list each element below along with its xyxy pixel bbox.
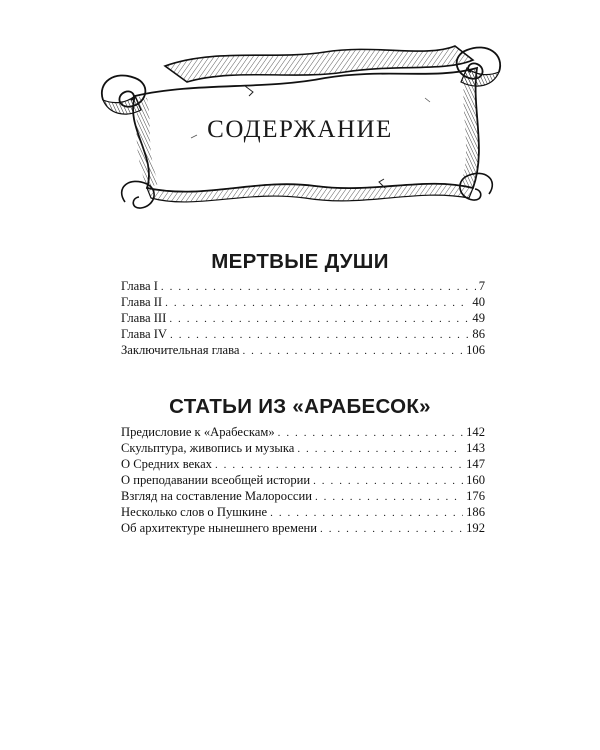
toc-entry-title: Взгляд на составление Малороссии xyxy=(121,489,312,503)
scroll-banner xyxy=(95,38,505,213)
toc-entry-page: 143 xyxy=(466,441,485,455)
section-heading-arabesques: СТАТЬИ ИЗ «АРАБЕСОК» xyxy=(169,395,431,418)
toc-entry-title: Скульптура, живопись и музыка xyxy=(121,441,295,455)
toc-entry-page: 86 xyxy=(472,327,485,341)
toc-entry-title: Глава II xyxy=(121,295,163,309)
toc-entry[interactable] xyxy=(121,294,485,310)
toc-entry[interactable] xyxy=(121,520,485,536)
toc-entry-page: 40 xyxy=(472,295,485,309)
toc-entry-title: О Средних веках xyxy=(121,457,212,471)
leader-dots xyxy=(278,425,463,441)
toc-entry[interactable] xyxy=(121,424,485,440)
leader-dots xyxy=(270,505,463,521)
toc-entry[interactable] xyxy=(121,310,485,326)
leader-dots xyxy=(165,295,469,311)
toc-entry-title: Глава I xyxy=(121,279,158,293)
toc-entry-title: Глава IV xyxy=(121,327,168,341)
toc-entry-page: 192 xyxy=(466,521,485,535)
toc-entry-title: Предисловие к «Арабескам» xyxy=(121,425,275,439)
toc-entry[interactable] xyxy=(121,326,485,342)
leader-dots xyxy=(313,473,463,489)
page-title: СОДЕРЖАНИЕ xyxy=(207,116,393,143)
toc-entry-title: Заключительная глава xyxy=(121,343,240,357)
toc-entry-page: 49 xyxy=(472,311,485,325)
toc-entry-page: 142 xyxy=(466,425,485,439)
toc-entry-title: Глава III xyxy=(121,311,167,325)
leader-dots xyxy=(170,327,469,343)
toc-entry-title: Об архитектуре нынешнего времени xyxy=(121,521,318,535)
toc-entry[interactable] xyxy=(121,342,485,358)
toc-entry[interactable] xyxy=(121,504,485,520)
leader-dots xyxy=(215,457,463,473)
toc-entry[interactable] xyxy=(121,472,485,488)
leader-dots xyxy=(242,343,463,359)
leader-dots xyxy=(169,311,469,327)
toc-entry[interactable] xyxy=(121,440,485,456)
toc-list-dead-souls xyxy=(121,278,485,358)
toc-entry[interactable] xyxy=(121,456,485,472)
leader-dots xyxy=(320,521,463,537)
leader-dots xyxy=(315,489,463,505)
toc-entry-page: 160 xyxy=(466,473,485,487)
section-heading-dead-souls: МЕРТВЫЕ ДУШИ xyxy=(211,250,389,273)
toc-entry-page: 186 xyxy=(466,505,485,519)
toc-entry[interactable] xyxy=(121,278,485,294)
toc-entry-page: 147 xyxy=(466,457,485,471)
toc-entry-title: Несколько слов о Пушкине xyxy=(121,505,268,519)
toc-entry-page: 7 xyxy=(478,279,485,293)
toc-list-arabesques xyxy=(121,424,485,536)
toc-entry-page: 106 xyxy=(466,343,485,357)
toc-entry[interactable] xyxy=(121,488,485,504)
toc-entry-page: 176 xyxy=(466,489,485,503)
toc-entry-title: О преподавании всеобщей истории xyxy=(121,473,311,487)
leader-dots xyxy=(161,279,476,295)
leader-dots xyxy=(297,441,463,457)
